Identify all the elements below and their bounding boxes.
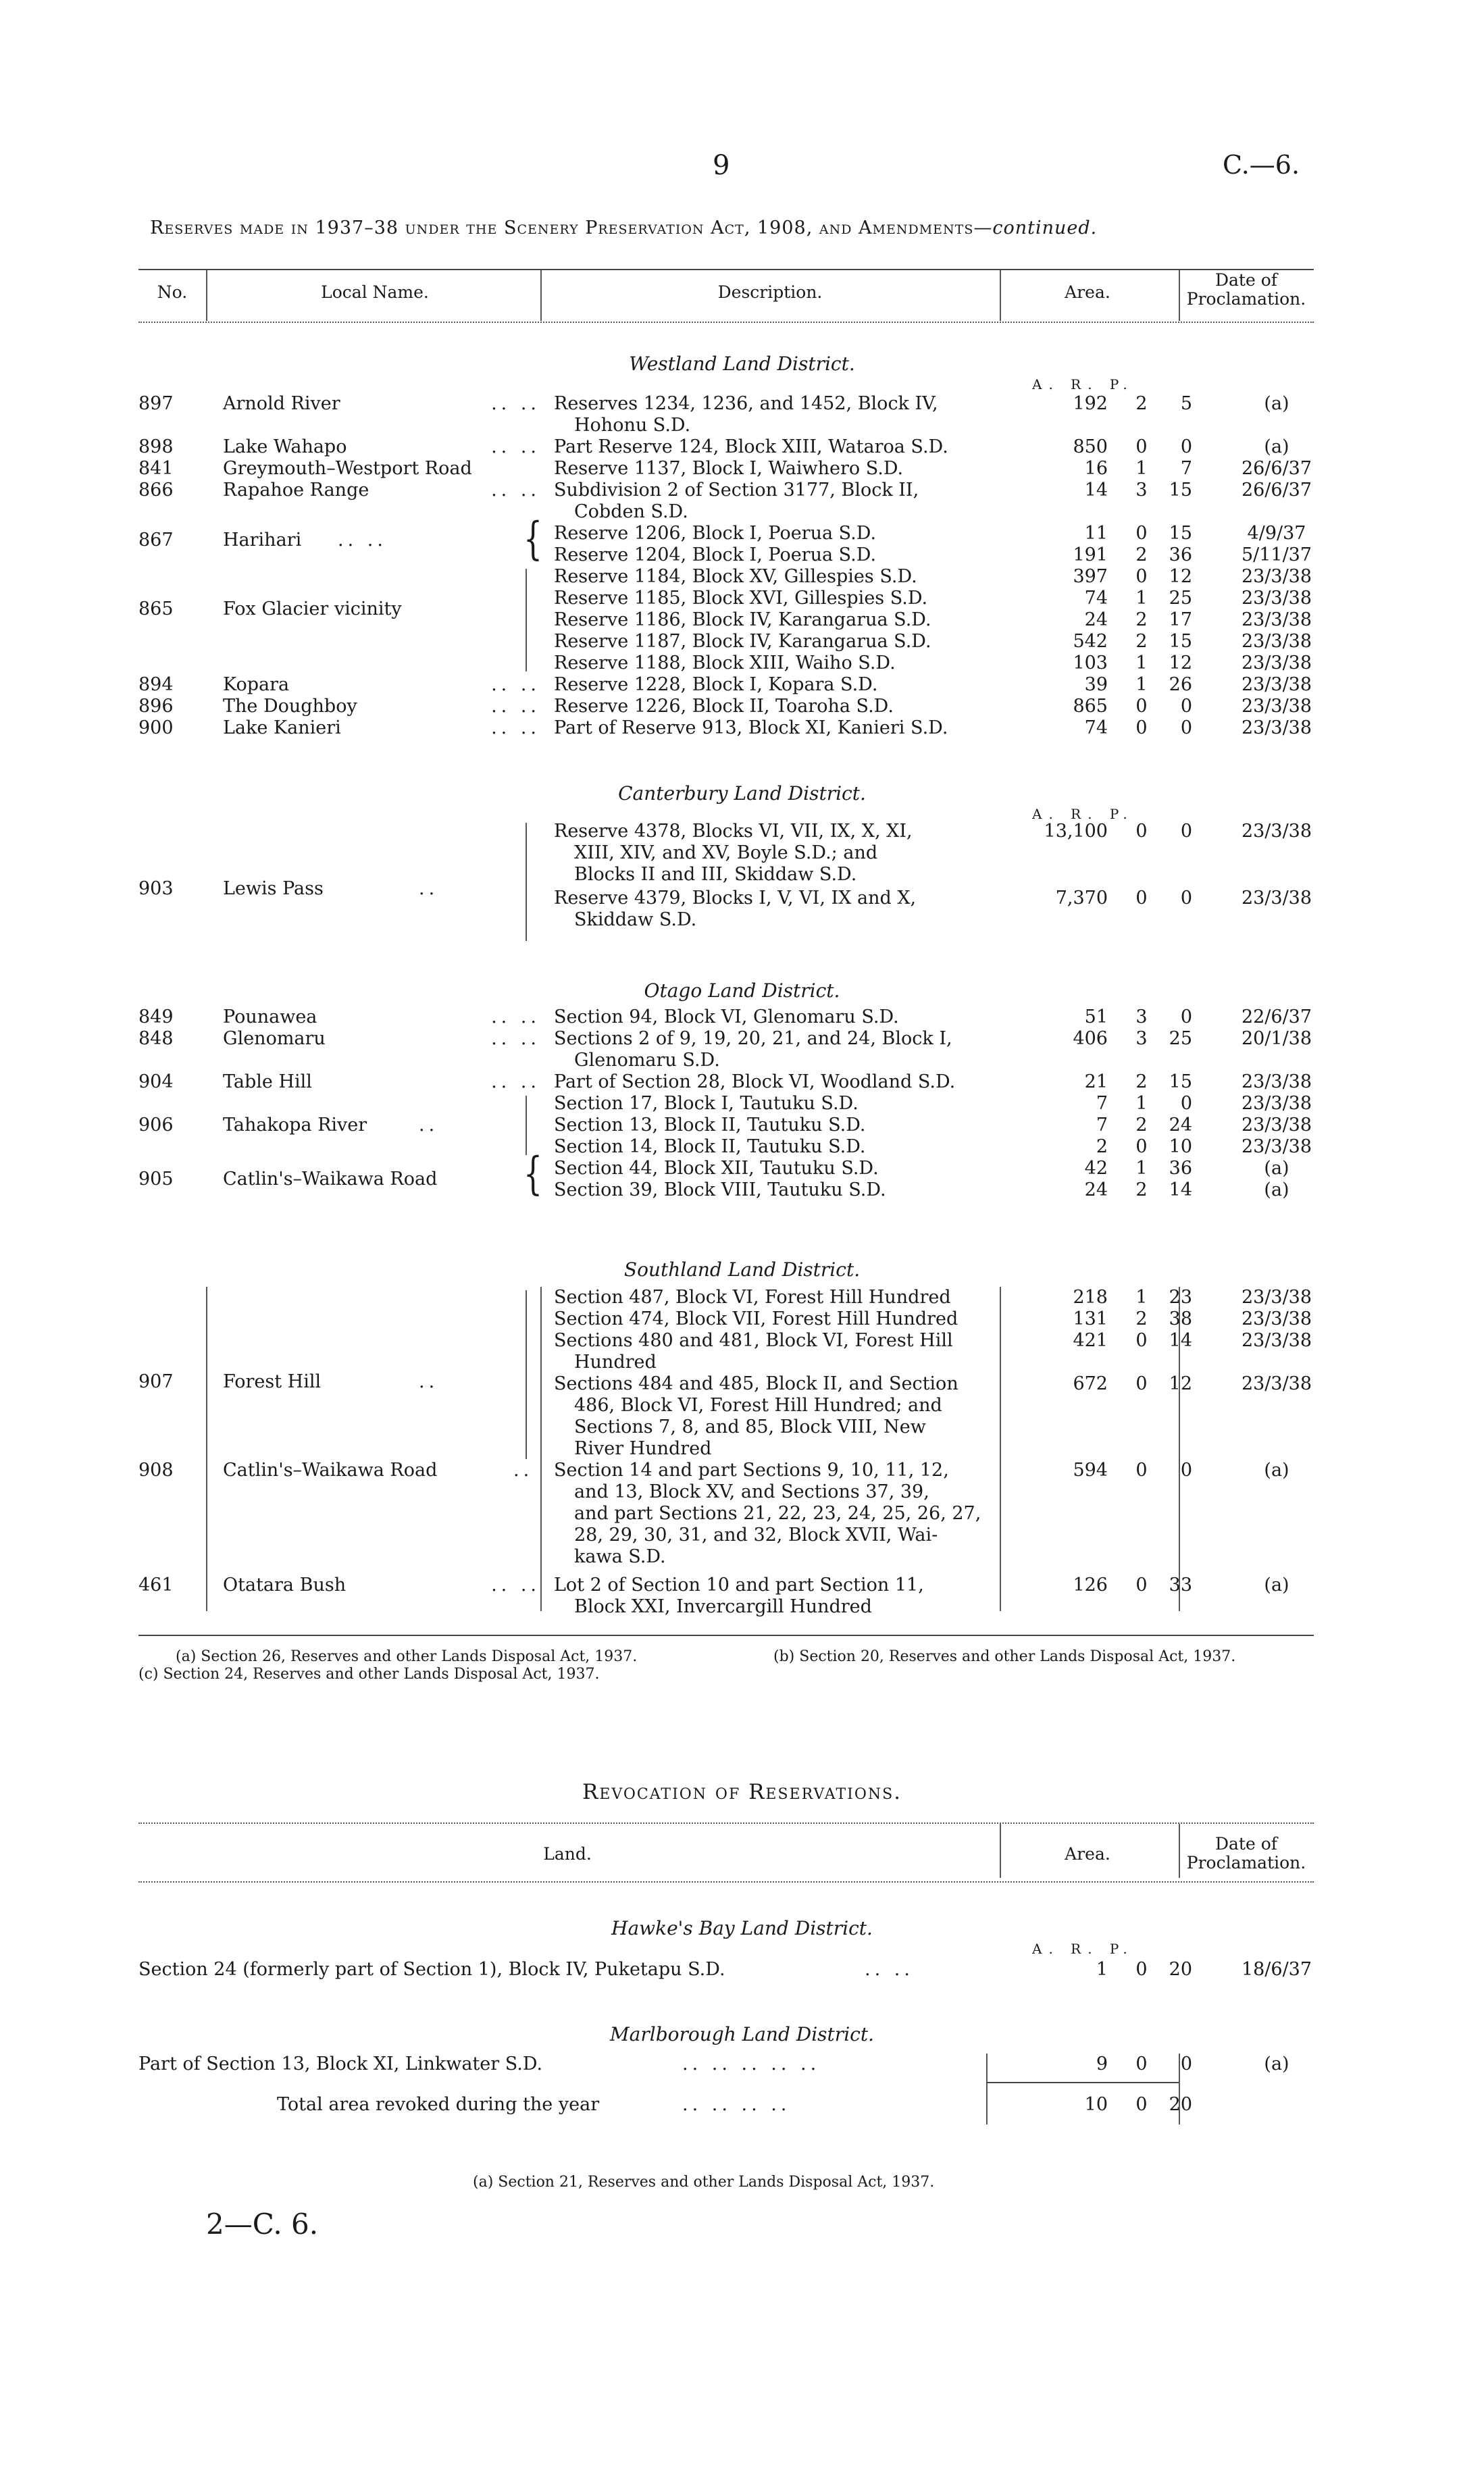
district-southland: Southland Land District. [623, 1258, 861, 1281]
leader-dots: .. .. .. .. .. [682, 2054, 821, 2074]
harihari-acres: 191 [1073, 544, 1108, 565]
total-acres: 10 [1084, 2094, 1108, 2115]
otago-date: 22/6/37 [1241, 1006, 1312, 1027]
description-line: Reserve 1185, Block XVI, Gillespies S.D. [554, 588, 928, 609]
description-line: Reserve 1228, Block I, Kopara S.D. [554, 674, 878, 695]
local-name: Glenomaru [223, 1028, 326, 1049]
description-line: 28, 29, 30, 31, and 32, Block XVII, Wai- [574, 1525, 938, 1546]
revocation-land: Section 24 (formerly part of Section 1), Block IV, Puketapu S.D. [138, 1959, 725, 1980]
brace-lewis-pass [526, 823, 527, 941]
fox-perches: 12 [1169, 566, 1192, 587]
local-name: Fox Glacier vicinity [223, 598, 402, 619]
local-name: Forest Hill [223, 1371, 322, 1392]
table-title-continued: continued. [992, 218, 1098, 238]
description-line: Section 17, Block I, Tautuku S.D. [554, 1093, 859, 1114]
description-line: River Hundred [574, 1438, 712, 1459]
total-perches: 20 [1169, 2094, 1192, 2115]
entry-number: 865 [138, 598, 174, 619]
westland-perches: 15 [1169, 480, 1192, 501]
local-name: Otatara Bush [223, 1575, 347, 1596]
revocation-header-date-2: Proclamation. [1186, 1853, 1306, 1872]
westland-tail-perches: 0 [1180, 696, 1192, 717]
local-name: Catlin's–Waikawa Road [223, 1460, 438, 1481]
local-name: Lewis Pass [223, 878, 324, 899]
otago-acres: 51 [1084, 1006, 1108, 1027]
forest-hill-acres: 218 [1073, 1287, 1108, 1308]
otago-acres: 21 [1084, 1071, 1108, 1092]
description-line: XIII, XIV, and XV, Boyle S.D.; and [574, 842, 878, 863]
westland-tail-acres: 865 [1073, 696, 1108, 717]
canterbury-acres: 7,370 [1055, 888, 1108, 909]
description-line: Hundred [574, 1352, 657, 1373]
otago-date: 20/1/38 [1241, 1028, 1312, 1049]
footnote-c: (c) Section 24, Reserves and other Lands Disposal Act, 1937. [138, 1666, 600, 1683]
forest-hill-roods: 2 [1135, 1308, 1148, 1329]
description-line: Part Reserve 124, Block XIII, Wataroa S.D. [554, 436, 948, 457]
otago-perches: 25 [1169, 1028, 1192, 1049]
marlborough-date: (a) [1264, 2054, 1289, 2074]
description-line: Part of Section 28, Block VI, Woodland S.D. [554, 1071, 956, 1092]
westland-date: (a) [1264, 436, 1289, 457]
local-name: Lake Kanieri [223, 717, 341, 738]
tahakopa-acres: 2 [1096, 1136, 1108, 1157]
column-rule [540, 270, 542, 321]
fox-acres: 24 [1084, 609, 1108, 630]
otago-acres: 406 [1073, 1028, 1108, 1049]
column-rule [1179, 270, 1180, 321]
otago-roods: 3 [1135, 1006, 1148, 1027]
leader-dots: .. .. [491, 436, 540, 457]
district-otago: Otago Land District. [644, 979, 840, 1002]
otatara-acres: 126 [1073, 1575, 1108, 1596]
description-line: and 13, Block XV, and Sections 37, 39, [574, 1481, 929, 1502]
harihari-perches: 15 [1169, 523, 1192, 544]
forest-hill-date: 23/3/38 [1241, 1373, 1312, 1394]
description-line: Section 14 and part Sections 9, 10, 11, 12, [554, 1460, 949, 1481]
description-line: Reserve 4378, Blocks VI, VII, IX, X, XI, [554, 821, 913, 842]
catlins-otago-perches: 36 [1169, 1158, 1192, 1179]
westland-tail-date: 23/3/38 [1241, 674, 1312, 695]
column-rule [206, 270, 207, 321]
harihari-acres: 11 [1084, 523, 1108, 544]
westland-date: 26/6/37 [1241, 458, 1312, 479]
leader-dots: .. .. [491, 717, 540, 738]
leader-dots: .. .. [865, 1959, 914, 1980]
column-rule [1179, 1824, 1180, 1878]
revocation-land: Part of Section 13, Block XI, Linkwater S.D. [138, 2054, 543, 2074]
westland-tail-roods: 0 [1135, 717, 1148, 738]
description-line: Lot 2 of Section 10 and part Section 11, [554, 1575, 924, 1596]
entry-number: 841 [138, 458, 174, 479]
catlins-southland-roods: 0 [1135, 1460, 1148, 1481]
otatara-date: (a) [1264, 1575, 1289, 1596]
leader-dots: .. .. [491, 393, 540, 414]
entry-number: 907 [138, 1371, 174, 1392]
forest-hill-date: 23/3/38 [1241, 1330, 1312, 1351]
westland-tail-date: 23/3/38 [1241, 696, 1312, 717]
fox-date: 23/3/38 [1241, 653, 1312, 673]
tahakopa-date: 23/3/38 [1241, 1093, 1312, 1114]
description-line: Reserves 1234, 1236, and 1452, Block IV, [554, 393, 938, 414]
fox-perches: 12 [1169, 653, 1192, 673]
catlins-otago-roods: 1 [1135, 1158, 1148, 1179]
entry-number: 900 [138, 717, 174, 738]
header-description: Description. [717, 282, 823, 302]
westland-roods: 2 [1135, 393, 1148, 414]
district-hawkes-bay: Hawke's Bay Land District. [611, 1917, 873, 1939]
page-signature: 2—C. 6. [206, 2208, 319, 2241]
description-line: Reserve 1204, Block I, Poerua S.D. [554, 544, 877, 565]
description-line: Sections 480 and 481, Block VI, Forest Hill [554, 1330, 953, 1351]
forest-hill-perches: 23 [1169, 1287, 1192, 1308]
brace-tahakopa [526, 1096, 527, 1155]
name-column-rule [206, 1287, 207, 1611]
description-line: Sections 484 and 485, Block II, and Section [554, 1373, 958, 1394]
harihari-perches: 36 [1169, 544, 1192, 565]
fox-roods: 1 [1135, 653, 1148, 673]
harihari-date: 4/9/37 [1247, 523, 1306, 544]
fox-perches: 25 [1169, 588, 1192, 609]
description-line: Section 39, Block VIII, Tautuku S.D. [554, 1179, 886, 1200]
westland-tail-perches: 0 [1180, 717, 1192, 738]
canterbury-date: 23/3/38 [1241, 821, 1312, 842]
westland-tail-acres: 39 [1084, 674, 1108, 695]
description-line: Reserve 1186, Block IV, Karangarua S.D. [554, 609, 931, 630]
table-bottom-rule [138, 1635, 1314, 1636]
revocation-header-land: Land. [543, 1844, 592, 1864]
forest-hill-acres: 421 [1073, 1330, 1108, 1351]
header-area: Area. [1065, 282, 1110, 302]
entry-number: 849 [138, 1006, 174, 1027]
leader-dots: .. .. [491, 1071, 540, 1092]
hawkes-acres: 1 [1096, 1959, 1108, 1980]
document-code: C.—6. [1223, 150, 1300, 180]
description-line: Block XXI, Invercargill Hundred [574, 1596, 872, 1617]
catlins-otago-perches: 14 [1169, 1179, 1192, 1200]
revocation-header-date: Date of [1214, 1834, 1278, 1854]
revocation-title: Revocation of Reservations. [582, 1780, 902, 1804]
local-name: Lake Wahapo [223, 436, 347, 457]
entry-number: 461 [138, 1575, 174, 1596]
westland-date: 26/6/37 [1241, 480, 1312, 501]
catlins-otago-date: (a) [1264, 1179, 1289, 1200]
tahakopa-date: 23/3/38 [1241, 1115, 1312, 1136]
forest-hill-acres: 672 [1073, 1373, 1108, 1394]
fox-acres: 74 [1084, 588, 1108, 609]
fox-perches: 17 [1169, 609, 1192, 630]
revocation-header-rule [138, 1881, 1314, 1883]
leader-dots: .. [419, 1115, 439, 1136]
description-line: Subdivision 2 of Section 3177, Block II, [554, 480, 919, 501]
description-line: Reserve 1206, Block I, Poerua S.D. [554, 523, 877, 544]
catlins-southland-date: (a) [1264, 1460, 1289, 1481]
entry-number: 905 [138, 1169, 174, 1190]
description-column-rule [540, 1287, 542, 1611]
description-line: Section 94, Block VI, Glenomaru S.D. [554, 1006, 899, 1027]
westland-tail-perches: 26 [1169, 674, 1192, 695]
westland-perches: 7 [1180, 458, 1192, 479]
description-line: Section 474, Block VII, Forest Hill Hundred [554, 1308, 958, 1329]
otago-date: 23/3/38 [1241, 1071, 1312, 1092]
area-units-label: A. R. P. [1032, 376, 1134, 392]
entry-number: 894 [138, 674, 174, 695]
description-line: Section 487, Block VI, Forest Hill Hundred [554, 1287, 951, 1308]
leader-dots: .. [513, 1460, 534, 1481]
entry-number: 904 [138, 1071, 174, 1092]
leader-dots: .. .. [491, 1006, 540, 1027]
forest-hill-perches: 12 [1169, 1373, 1192, 1394]
local-name: Table Hill [223, 1071, 312, 1092]
brace-fox [526, 569, 527, 671]
tahakopa-perches: 10 [1169, 1136, 1192, 1157]
district-canterbury: Canterbury Land District. [618, 782, 866, 805]
revocation-top-rule [138, 1822, 1314, 1824]
hawkes-date: 18/6/37 [1241, 1959, 1312, 1980]
entry-number: 906 [138, 1115, 174, 1136]
entry-number: 897 [138, 393, 174, 414]
description-line: Reserve 1187, Block IV, Karangarua S.D. [554, 631, 931, 652]
catlins-otago-roods: 2 [1135, 1179, 1148, 1200]
district-marlborough: Marlborough Land District. [610, 2023, 874, 2045]
description-line: kawa S.D. [574, 1546, 666, 1567]
column-rule [1000, 270, 1001, 321]
description-line: Part of Reserve 913, Block XI, Kanieri S.D. [554, 717, 948, 738]
westland-roods: 0 [1135, 436, 1148, 457]
local-name: Pounawea [223, 1006, 317, 1027]
fox-perches: 15 [1169, 631, 1192, 652]
westland-date: (a) [1264, 393, 1289, 414]
description-line: Glenomaru S.D. [574, 1050, 720, 1071]
tahakopa-acres: 7 [1096, 1093, 1108, 1114]
leader-dots: .. [419, 878, 439, 899]
entry-number: 896 [138, 696, 174, 717]
fox-acres: 397 [1073, 566, 1108, 587]
westland-tail-acres: 74 [1084, 717, 1108, 738]
fox-date: 23/3/38 [1241, 631, 1312, 652]
description-line: Reserve 1226, Block II, Toaroha S.D. [554, 696, 894, 717]
forest-hill-perches: 38 [1169, 1308, 1192, 1329]
page-number: 9 [713, 150, 730, 181]
marlborough-perches: 0 [1180, 2054, 1192, 2074]
fox-acres: 103 [1073, 653, 1108, 673]
district-westland: Westland Land District. [629, 353, 855, 375]
westland-roods: 3 [1135, 480, 1148, 501]
leader-dots: .. [419, 1371, 439, 1392]
hawkes-perches: 20 [1169, 1959, 1192, 1980]
column-rule [1000, 1824, 1001, 1878]
westland-acres: 16 [1084, 458, 1108, 479]
westland-perches: 0 [1180, 436, 1192, 457]
westland-acres: 192 [1073, 393, 1108, 414]
harihari-date: 5/11/37 [1241, 544, 1312, 565]
fox-date: 23/3/38 [1241, 588, 1312, 609]
description-line: and part Sections 21, 22, 23, 24, 25, 26, 27, [574, 1503, 981, 1524]
header-local-name: Local Name. [321, 282, 429, 302]
forest-hill-perches: 14 [1169, 1330, 1192, 1351]
leader-dots: .. .. [491, 1575, 540, 1596]
total-sum-rule [986, 2082, 1179, 2083]
tahakopa-roods: 2 [1135, 1115, 1148, 1136]
local-name: Kopara [223, 674, 290, 695]
entry-number: 908 [138, 1460, 174, 1481]
leader-dots: .. .. [491, 674, 540, 695]
entry-number: 866 [138, 480, 174, 501]
footnote-b: (b) Section 20, Reserves and other Lands Disposal Act, 1937. [773, 1648, 1236, 1665]
header-no: No. [157, 282, 188, 302]
description-line: Hohonu S.D. [574, 415, 691, 436]
header-date-2: Proclamation. [1186, 289, 1306, 309]
catlins-otago-acres: 24 [1084, 1179, 1108, 1200]
footnote-a: (a) Section 26, Reserves and other Lands Disposal Act, 1937. [176, 1648, 638, 1665]
tahakopa-roods: 1 [1135, 1093, 1148, 1114]
westland-perches: 5 [1180, 393, 1192, 414]
header-date: Date of [1214, 270, 1278, 290]
forest-hill-roods: 1 [1135, 1287, 1148, 1308]
tahakopa-perches: 24 [1169, 1115, 1192, 1136]
tahakopa-acres: 7 [1096, 1115, 1108, 1136]
leader-dots: .. .. [491, 480, 540, 501]
leader-dots: .. .. .. .. [682, 2094, 791, 2115]
otago-perches: 15 [1169, 1071, 1192, 1092]
otago-perches: 0 [1180, 1006, 1192, 1027]
westland-roods: 1 [1135, 458, 1148, 479]
catlins-southland-acres: 594 [1073, 1460, 1108, 1481]
entry-number: 848 [138, 1028, 174, 1049]
description-line: Cobden S.D. [574, 501, 688, 522]
canterbury-roods: 0 [1135, 821, 1148, 842]
header-top-rule [138, 269, 1314, 270]
total-date-rule [1179, 2054, 1180, 2124]
harihari-roods: 0 [1135, 523, 1148, 544]
description-line: Blocks II and III, Skiddaw S.D. [574, 864, 857, 885]
description-line: Reserve 1188, Block XIII, Waiho S.D. [554, 653, 896, 673]
description-line: Section 44, Block XII, Tautuku S.D. [554, 1158, 879, 1179]
canterbury-perches: 0 [1180, 821, 1192, 842]
westland-acres: 14 [1084, 480, 1108, 501]
canterbury-roods: 0 [1135, 888, 1148, 909]
header-bottom-rule [138, 322, 1314, 323]
local-name: Arnold River [223, 393, 340, 414]
fox-roods: 2 [1135, 631, 1148, 652]
local-name: Catlin's–Waikawa Road [223, 1169, 438, 1190]
brace-forest-hill [526, 1290, 527, 1459]
forest-hill-date: 23/3/38 [1241, 1287, 1312, 1308]
total-label: Total area revoked during the year [277, 2094, 600, 2115]
forest-hill-roods: 0 [1135, 1373, 1148, 1394]
entry-number: 898 [138, 436, 174, 457]
brace-harihari: { [523, 513, 542, 565]
canterbury-date: 23/3/38 [1241, 888, 1312, 909]
marlborough-acres: 9 [1096, 2054, 1108, 2074]
entry-number: 867 [138, 530, 174, 551]
description-line: Skiddaw S.D. [574, 909, 697, 930]
description-line: Sections 2 of 9, 19, 20, 21, and 24, Block I, [554, 1028, 952, 1049]
local-name: Tahakopa River [223, 1115, 367, 1136]
otago-roods: 3 [1135, 1028, 1148, 1049]
hawkes-roods: 0 [1135, 1959, 1148, 1980]
area-units-label: A. R. P. [1032, 806, 1134, 822]
forest-hill-roods: 0 [1135, 1330, 1148, 1351]
entry-number: 903 [138, 878, 174, 899]
description-line: Section 13, Block II, Tautuku S.D. [554, 1115, 866, 1136]
canterbury-perches: 0 [1180, 888, 1192, 909]
leader-dots: .. .. [491, 696, 540, 717]
westland-acres: 850 [1073, 436, 1108, 457]
revocation-header-area: Area. [1065, 1844, 1110, 1864]
fox-roods: 0 [1135, 566, 1148, 587]
leader-dots: .. .. [338, 530, 387, 551]
catlins-otago-acres: 42 [1084, 1158, 1108, 1179]
catlins-southland-perches: 0 [1180, 1460, 1192, 1481]
otago-roods: 2 [1135, 1071, 1148, 1092]
harihari-roods: 2 [1135, 544, 1148, 565]
revocation-footnote: (a) Section 21, Reserves and other Lands Disposal Act, 1937. [473, 2174, 935, 2191]
marlborough-roods: 0 [1135, 2054, 1148, 2074]
fox-roods: 2 [1135, 609, 1148, 630]
total-roods: 0 [1135, 2094, 1148, 2115]
local-name: Rapahoe Range [223, 480, 369, 501]
description-line: Section 14, Block II, Tautuku S.D. [554, 1136, 866, 1157]
local-name: The Doughboy [223, 696, 357, 717]
local-name: Greymouth–Westport Road [223, 458, 472, 479]
westland-tail-roods: 1 [1135, 674, 1148, 695]
description-line: Reserve 1137, Block I, Waiwhero S.D. [554, 458, 904, 479]
otatara-roods: 0 [1135, 1575, 1148, 1596]
tahakopa-date: 23/3/38 [1241, 1136, 1312, 1157]
description-line: 486, Block VI, Forest Hill Hundred; and [574, 1395, 942, 1416]
westland-tail-roods: 0 [1135, 696, 1148, 717]
westland-tail-date: 23/3/38 [1241, 717, 1312, 738]
fox-acres: 542 [1073, 631, 1108, 652]
fox-date: 23/3/38 [1241, 566, 1312, 587]
fox-date: 23/3/38 [1241, 609, 1312, 630]
local-name: Harihari [223, 530, 302, 551]
area-units-label: A. R. P. [1032, 1941, 1134, 1957]
tahakopa-roods: 0 [1135, 1136, 1148, 1157]
canterbury-acres: 13,100 [1044, 821, 1108, 842]
otatara-perches: 33 [1169, 1575, 1192, 1596]
tahakopa-perches: 0 [1180, 1093, 1192, 1114]
fox-roods: 1 [1135, 588, 1148, 609]
catlins-otago-date: (a) [1264, 1158, 1289, 1179]
brace-catlins: { [523, 1148, 542, 1200]
forest-hill-date: 23/3/38 [1241, 1308, 1312, 1329]
description-line: Sections 7, 8, and 85, Block VIII, New [574, 1417, 926, 1437]
table-title-text: Reserves made in 1937–38 under the Scenery Preservation Act, 1908, and Amendments— [150, 218, 993, 238]
description-line: Reserve 4379, Blocks I, V, VI, IX and X, [554, 888, 917, 909]
leader-dots: .. .. [491, 1028, 540, 1049]
forest-hill-acres: 131 [1073, 1308, 1108, 1329]
description-line: Reserve 1184, Block XV, Gillespies S.D. [554, 566, 917, 587]
table-title [150, 218, 1097, 238]
